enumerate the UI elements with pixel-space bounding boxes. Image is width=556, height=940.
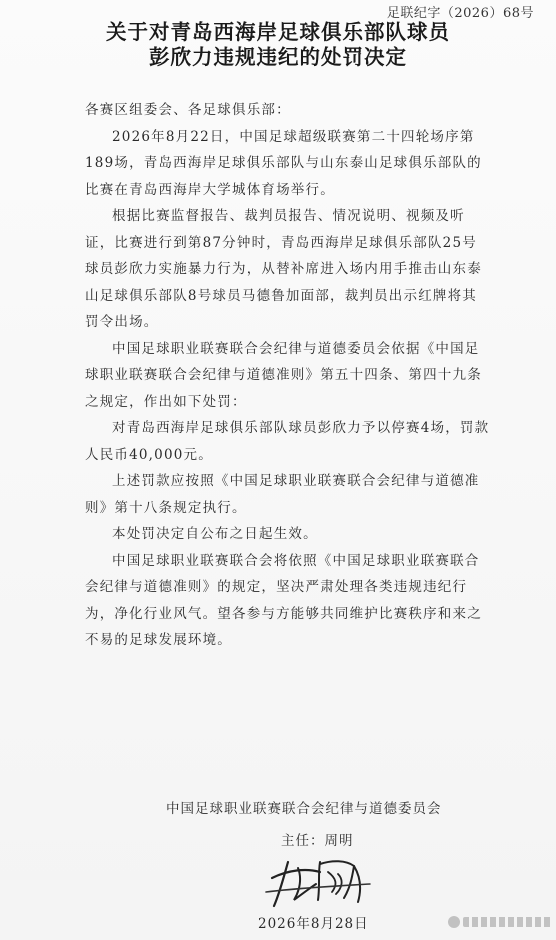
salutation: 各赛区组委会、各足球俱乐部： <box>85 102 291 118</box>
title-line-2: 彭欣力违规违纪的处罚决定 <box>149 45 407 69</box>
paragraph-penalty: 对青岛西海岸足球俱乐部队球员彭欣力予以停赛4场，罚款人民币40,000元。 <box>85 420 490 463</box>
issuing-organization: 中国足球职业联赛联合会纪律与道德委员会 <box>166 801 442 817</box>
document-title <box>0 20 556 70</box>
paragraph-match-info: 2026年8月22日，中国足球超级联赛第二十四轮场序第189场，青岛西海岸足球俱乐部队与山东泰山足球俱乐部队的比赛在青岛西海岸大学城体育场举行。 <box>85 128 482 198</box>
paragraph-closing: 中国足球职业联赛联合会将依照《中国足球职业联赛联合会纪律与道德准则》的规定，坚决严肃处理各类违规违纪行为，净化行业风气。望各参与方能够共同维护比赛秩序和来之不易的足球发展环境。 <box>85 552 482 648</box>
paragraph-fine-execution: 上述罚款应按照《中国足球职业联赛联合会纪律与道德准则》第十八条规定执行。 <box>85 473 480 516</box>
watermark <box>448 913 552 931</box>
handwritten-signature <box>258 848 378 910</box>
paragraph-incident: 根据比赛监督报告、裁判员报告、情况说明、视频及听证，比赛进行到第87分钟时，青岛西海岸足球俱乐部队25号球员彭欣力实施暴力行为，从替补席进入场内用手推击山东泰山足球俱乐部队8号球员马德鲁加面部，裁判员出示红牌将其罚令出场。 <box>85 208 482 330</box>
title-line-1: 关于对青岛西海岸足球俱乐部队球员 <box>106 20 450 44</box>
director-name: 主任：周明 <box>281 833 354 849</box>
paragraph-effective: 本处罚决定自公布之日起生效。 <box>112 526 318 542</box>
watermark-text-mark <box>463 917 552 927</box>
document-number: 足联纪字（2026）68号 <box>386 6 534 21</box>
paragraph-basis: 中国足球职业联赛联合会纪律与道德委员会依据《中国足球职业联赛联合会纪律与道德准则》第五十四条、第四十九条之规定，作出如下处罚： <box>85 340 482 410</box>
watermark-logo-icon <box>448 916 460 928</box>
issue-date: 2026年8月28日 <box>258 916 369 932</box>
document-body <box>85 97 490 654</box>
